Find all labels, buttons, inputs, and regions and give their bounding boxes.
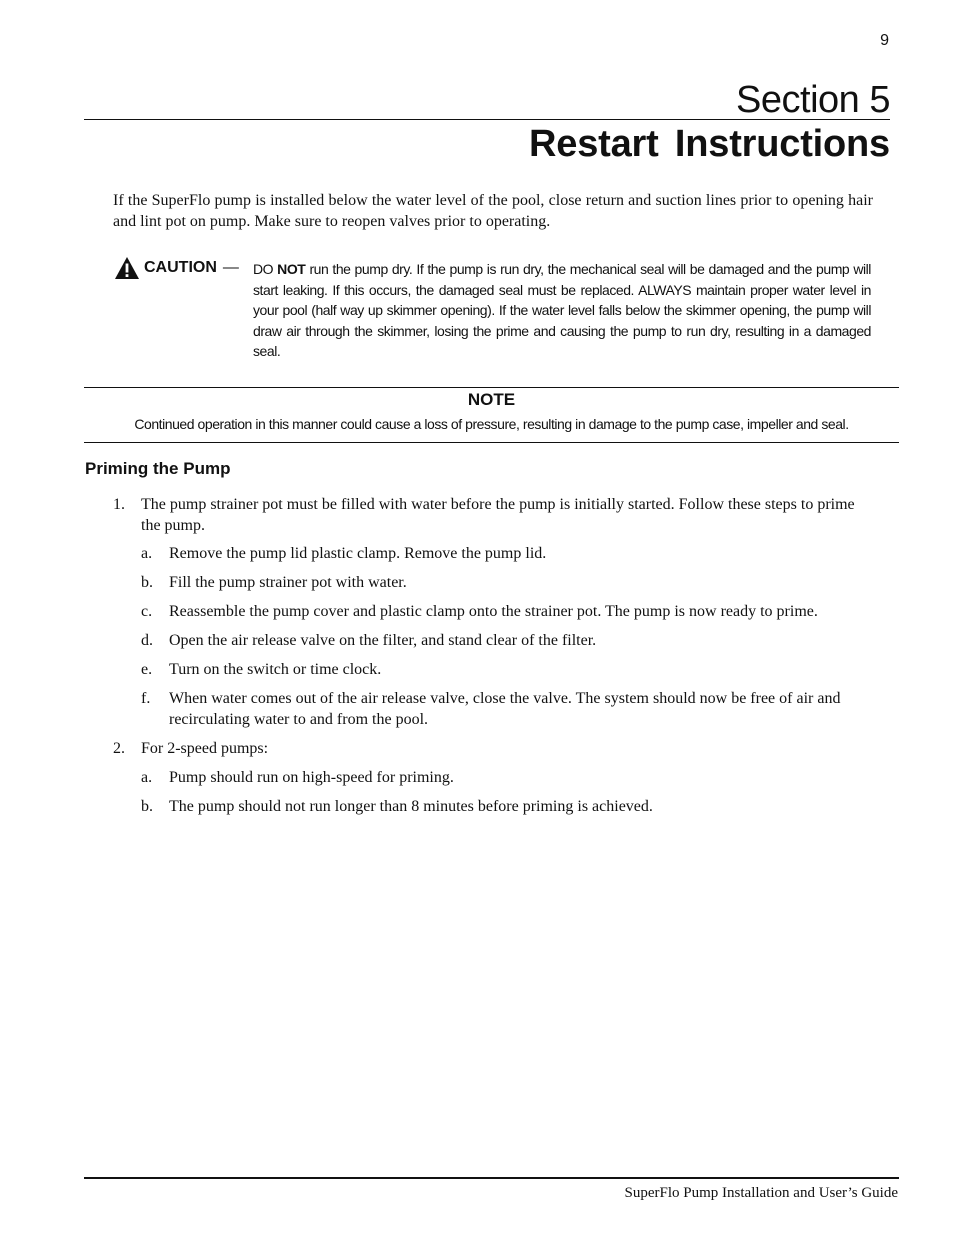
list-marker: b. <box>141 798 153 815</box>
list-marker: d. <box>141 632 153 649</box>
list-text: Turn on the switch or time clock. <box>169 661 382 678</box>
caution-heading <box>114 256 239 280</box>
list-marker: a. <box>141 545 153 562</box>
list-marker: 1. <box>113 496 125 513</box>
list-text: Remove the pump lid plastic clamp. Remove the pump lid. <box>169 545 547 562</box>
list-marker: 2. <box>113 740 125 757</box>
footer-rule <box>84 1177 899 1179</box>
priming-heading: Priming the Pump <box>85 459 231 478</box>
list-text: The pump should not run longer than 8 minutes before priming is achieved. <box>169 798 653 815</box>
list-marker: e. <box>141 661 153 678</box>
list-item <box>141 796 873 817</box>
list-marker: c. <box>141 603 153 620</box>
section-rule <box>84 119 890 120</box>
list-text: Reassemble the pump cover and plastic clamp onto the strainer pot. The pump is now ready to prime. <box>169 603 818 620</box>
list-item <box>113 738 873 759</box>
list-item <box>113 494 873 536</box>
note-text: Continued operation in this manner could cause a loss of pressure, resulting in damage to the pump case, impeller and seal. <box>134 416 849 432</box>
list-item <box>141 543 873 564</box>
list-item <box>141 767 873 788</box>
warning-triangle-icon <box>114 256 140 280</box>
caution-dash: — <box>222 259 239 276</box>
list-item <box>141 659 873 680</box>
list-text: The pump strainer pot must be filled with water before the pump is initially started. Follow these steps to prime the pump. <box>141 496 855 534</box>
note-title: NOTE <box>467 390 516 409</box>
page-number: 9 <box>880 32 889 49</box>
list-marker: a. <box>141 769 153 786</box>
list-text: Pump should run on high-speed for priming. <box>169 769 454 786</box>
list-text: When water comes out of the air release valve, close the valve. The system should now be free of air and recirculating water to and from the pool. <box>169 690 841 728</box>
list-item <box>141 572 873 593</box>
section-label: Section 5 <box>736 79 890 121</box>
note-box <box>84 387 899 443</box>
list-text: For 2-speed pumps: <box>141 740 269 757</box>
list-marker: f. <box>141 690 151 707</box>
footer-text: SuperFlo Pump Installation and User’s Guide <box>624 1185 898 1201</box>
intro-paragraph: If the SuperFlo pump is installed below the water level of the pool, close return and suction lines prior to opening hair and lint pot on pump. Make sure to reopen valves prior to operating. <box>113 192 873 230</box>
list-text: Open the air release valve on the filter, and stand clear of the filter. <box>169 632 597 649</box>
list-text: Fill the pump strainer pot with water. <box>169 574 407 591</box>
list-item <box>141 688 873 730</box>
caution-keyword: NOT <box>277 261 306 277</box>
section-title: Restart Instructions <box>529 123 890 165</box>
list-marker: b. <box>141 574 153 591</box>
caution-label: CAUTION <box>144 259 217 276</box>
list-item <box>141 630 873 651</box>
caution-prefix: DO <box>253 261 274 277</box>
caution-text <box>253 259 871 362</box>
list-item <box>141 601 873 622</box>
caution-body-text: run the pump dry. If the pump is run dry, the mechanical seal will be damaged and the pump will start leaking. If this occurs, the damaged seal must be replaced. ALWAYS maintain proper water level in your pool (half way up skimmer opening). If the water level falls below the skimmer opening, the pump will draw air through the skimmer, losing the prime and causing the pump to run dry, resulting in a damaged seal. <box>253 261 871 359</box>
